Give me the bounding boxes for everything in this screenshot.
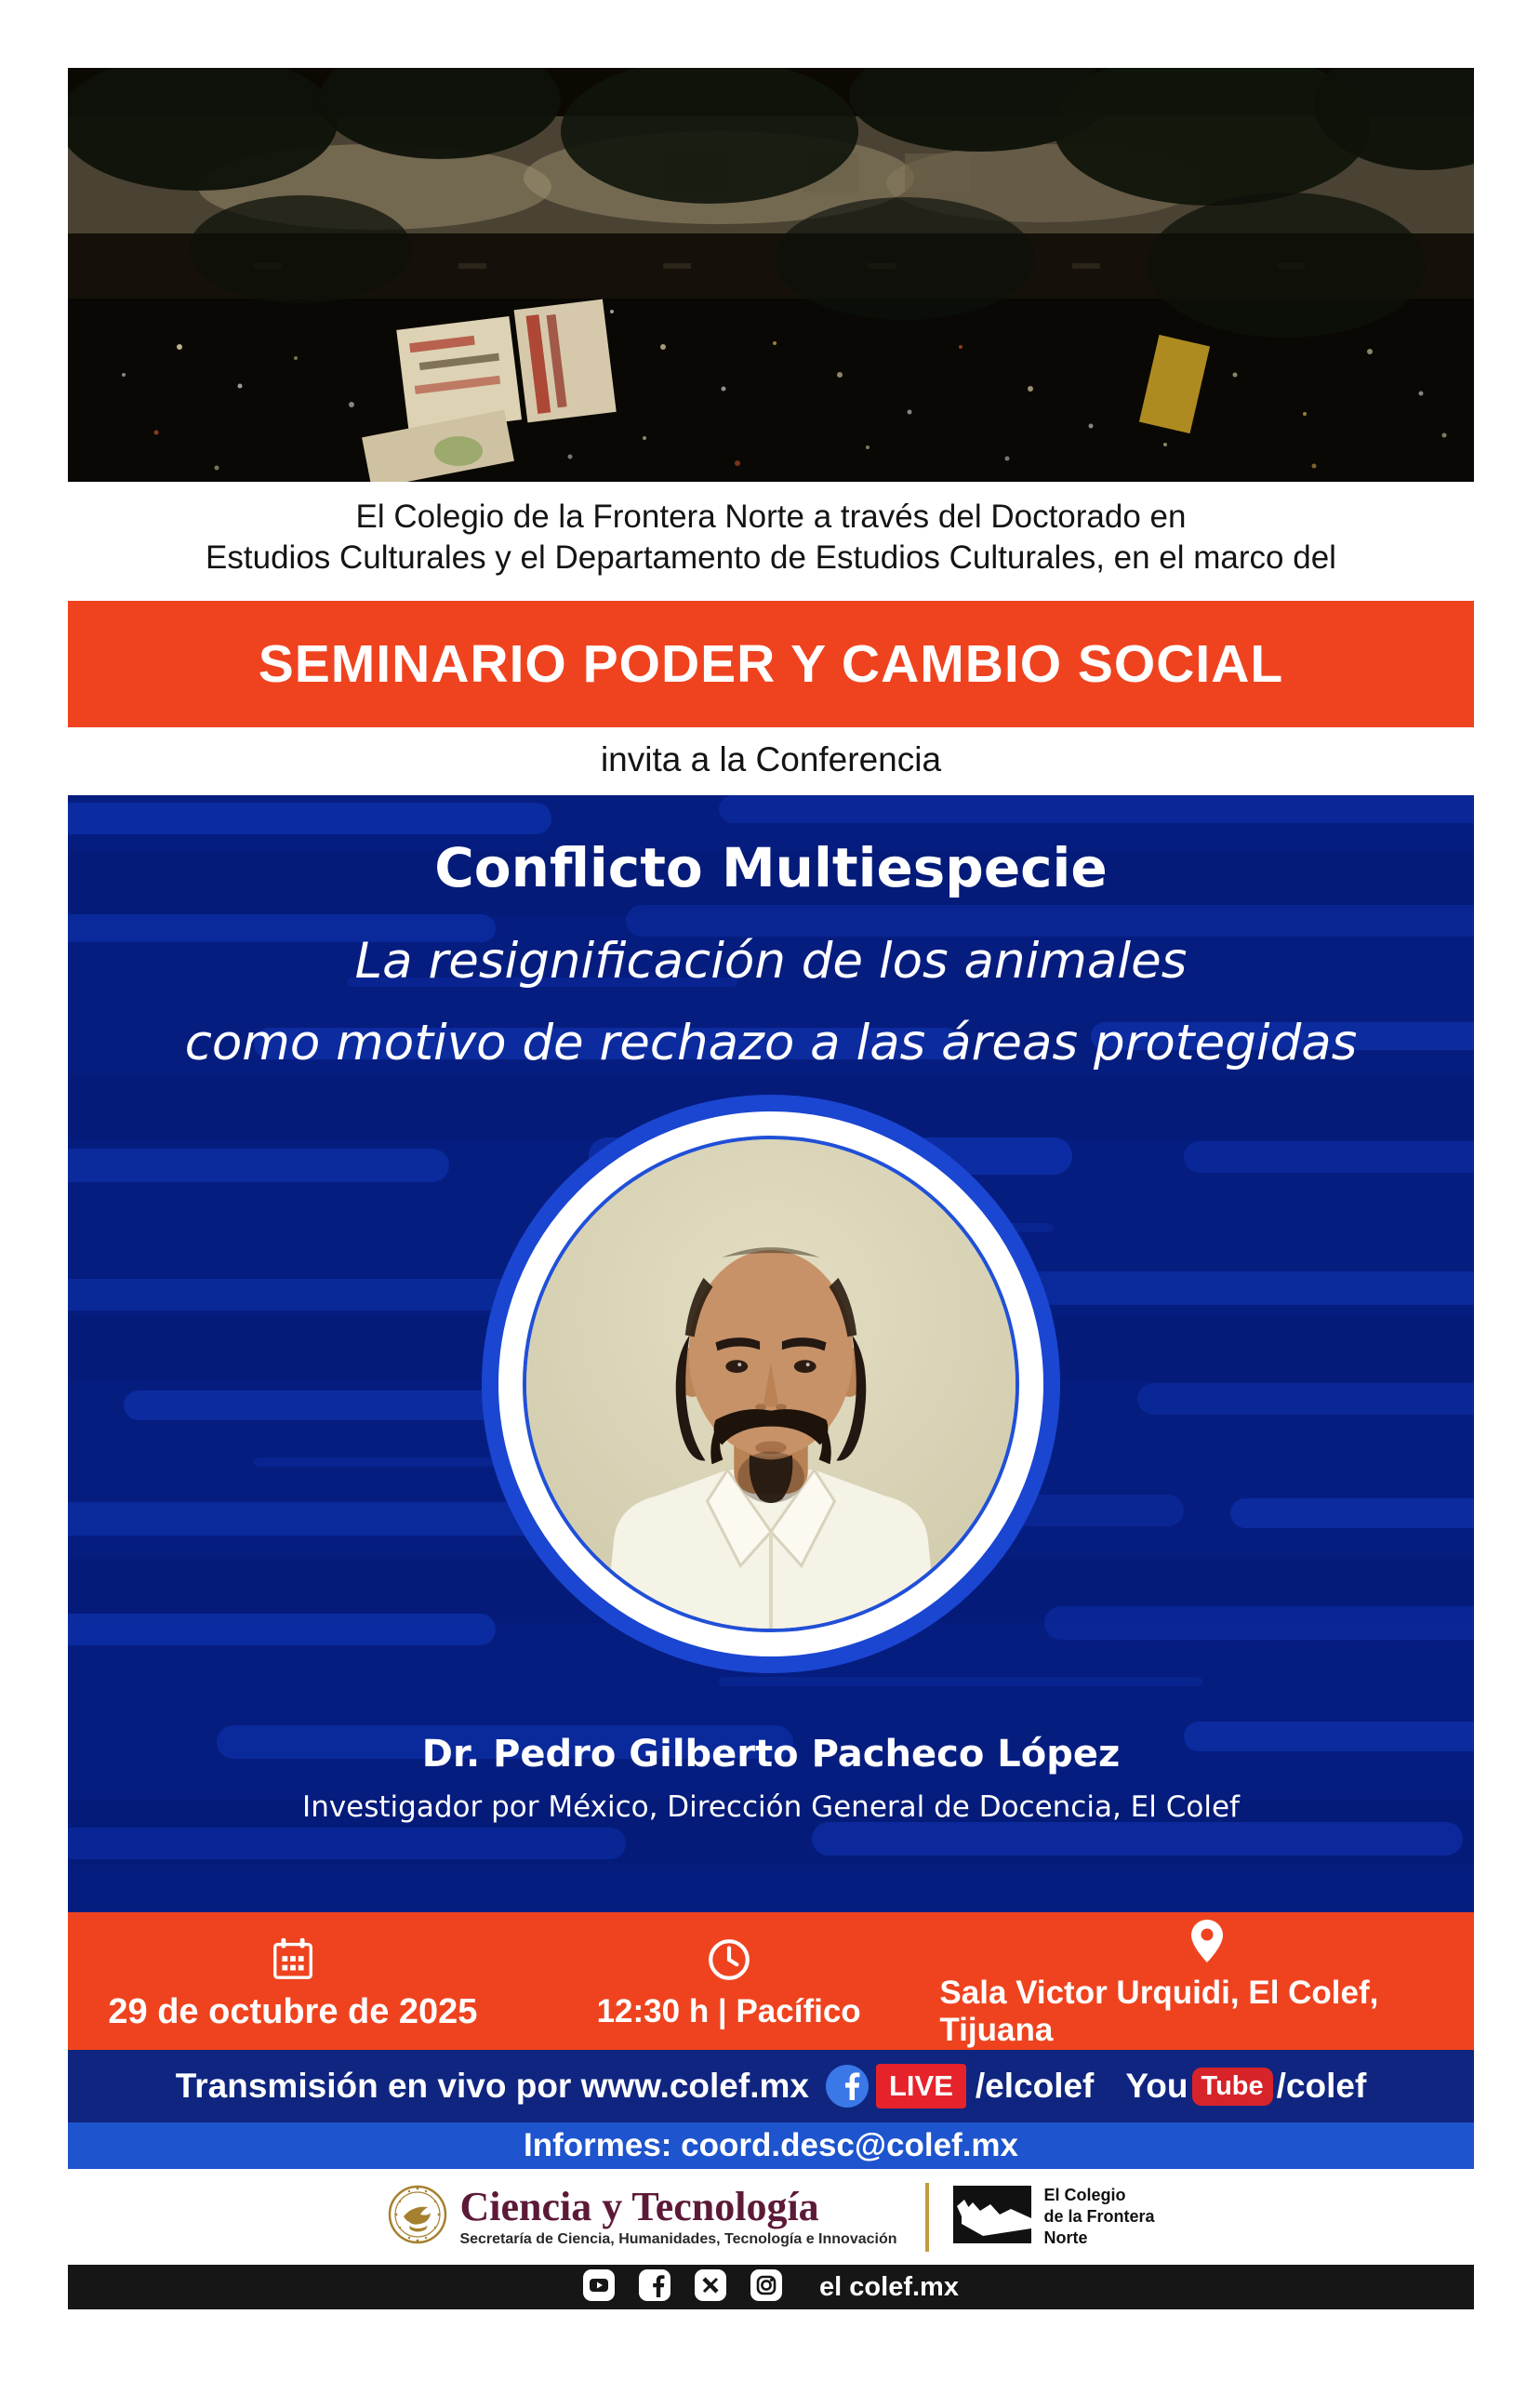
- mexico-eagle-seal: [387, 2181, 448, 2253]
- ciencia-subtitle: Secretaría de Ciencia, Humanidades, Tecnología e Innovación: [459, 2231, 897, 2247]
- calendar-icon: [269, 1935, 317, 1983]
- event-time: 12:30 h | Pacífico: [596, 1993, 861, 2029]
- footer-logos: [68, 2169, 1474, 2265]
- instagram-icon: [750, 2269, 782, 2306]
- speaker-photo-ring: [482, 1095, 1060, 1673]
- social-bar: [68, 2265, 1474, 2309]
- ciencia-title: Ciencia y Tecnología: [459, 2184, 819, 2229]
- conference-title: Conflicto Multiespecie: [434, 836, 1108, 899]
- facebook-icon-bottom: [639, 2269, 670, 2306]
- youtube-word-you: You: [1125, 2067, 1188, 2105]
- intro-text: [68, 497, 1474, 579]
- protest-aerial-photo: [68, 68, 1474, 482]
- event-date-column: [68, 1912, 518, 2050]
- facebook-handle: /elcolef: [975, 2067, 1095, 2105]
- colef-name-line2: de la Frontera: [1043, 2207, 1155, 2226]
- conference-subtitle-line2: como motivo de rechazo a las áreas protegidas: [184, 1015, 1358, 1071]
- event-venue-column: [939, 1912, 1474, 2050]
- youtube-wordmark: [1125, 2067, 1366, 2106]
- live-badge: LIVE: [876, 2064, 966, 2108]
- speaker-portrait: [523, 1136, 1019, 1632]
- facebook-icon: [826, 2065, 869, 2108]
- seminar-banner: [68, 601, 1474, 727]
- conference-panel: [68, 795, 1474, 1912]
- intro-line-1: El Colegio de la Frontera Norte a través del Doctorado en: [355, 499, 1187, 535]
- event-date: 29 de octubre de 2025: [108, 1991, 478, 2031]
- event-time-column: [518, 1912, 940, 2050]
- ciencia-logo-block: [459, 2186, 896, 2248]
- youtube-tube-badge: Tube: [1192, 2068, 1273, 2106]
- speaker-name: Dr. Pedro Gilberto Pacheco López: [421, 1733, 1121, 1776]
- colef-name-line1: El Colegio: [1043, 2186, 1126, 2204]
- conference-subtitle-line1: La resignificación de los animales: [354, 933, 1188, 990]
- invite-line: invita a la Conferencia: [600, 740, 942, 778]
- event-info-bar: [68, 1912, 1474, 2050]
- youtube-handle: /colef: [1276, 2067, 1367, 2105]
- speaker-portrait-illustration: [526, 1139, 1016, 1629]
- event-venue: Sala Victor Urquidi, El Colef, Tijuana: [939, 1975, 1379, 2048]
- protest-photo-illustration: [68, 68, 1474, 482]
- contact-label: Informes: coord.desc@colef.mx: [523, 2127, 1019, 2163]
- colef-mountain-logo: [953, 2186, 1031, 2248]
- clock-icon: [706, 1935, 752, 1984]
- streaming-bar: [68, 2050, 1474, 2122]
- website-label: el colef.mx: [819, 2271, 959, 2302]
- footer-divider: [925, 2183, 929, 2252]
- youtube-icon: [583, 2269, 615, 2306]
- x-icon: [695, 2269, 726, 2306]
- speaker-affiliation: Investigador por México, Dirección General de Docencia, El Colef: [302, 1790, 1240, 1824]
- contact-strip: [68, 2122, 1474, 2169]
- intro-line-2: Estudios Culturales y el Departamento de Estudios Culturales, en el marco del: [206, 539, 1336, 576]
- seminar-title: SEMINARIO PODER Y CAMBIO SOCIAL: [258, 634, 1284, 694]
- streaming-label: Transmisión en vivo por www.colef.mx: [175, 2067, 809, 2105]
- colef-name-line3: Norte: [1043, 2228, 1088, 2247]
- location-pin-icon: [1185, 1917, 1229, 1965]
- colef-name-block: [1044, 2185, 1155, 2249]
